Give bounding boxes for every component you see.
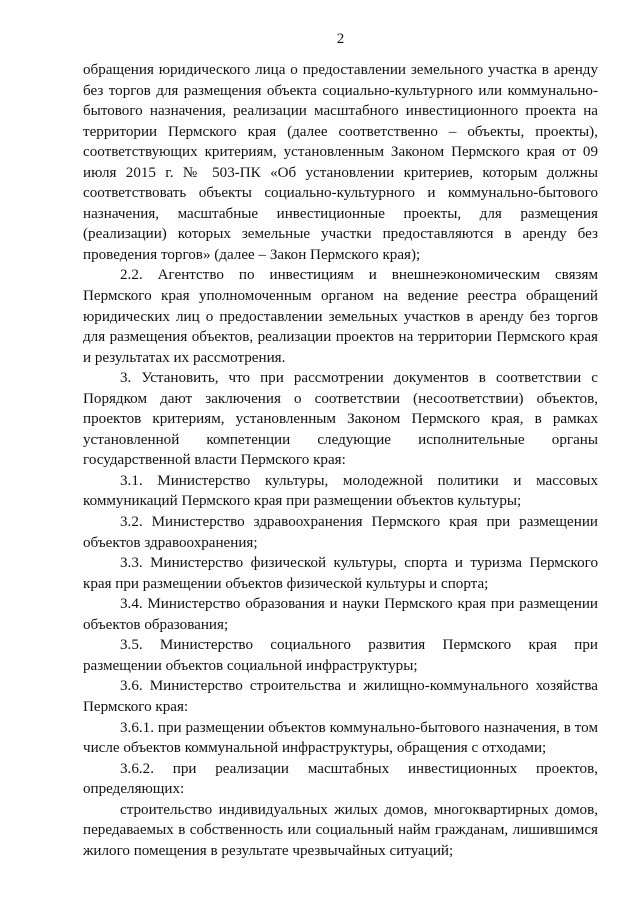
paragraph-3-6-1: 3.6.1. при размещении объектов коммунально-бытового назначения, в том числе объектов коммунальной инфраструктуры, обращения с отходами;: [83, 719, 598, 757]
paragraph-3-1: 3.1. Министерство культуры, молодежной политики и массовых коммуникаций Пермского края при размещении объектов культуры;: [83, 472, 598, 510]
paragraph-3-6-2-item: строительство индивидуальных жилых домов, многоквартирных домов, передаваемых в собственность или социальный найм гражданам, лишившимся жилого помещения в результате чрезвычайных ситуаций;: [83, 801, 598, 859]
paragraph-3-5: 3.5. Министерство социального развития Пермского края при размещении объектов социальной инфраструктуры;: [83, 637, 598, 674]
paragraph-3-3: 3.3. Министерство физической культуры, спорта и туризма Пермского края при размещении объектов физической культуры и спорта;: [83, 555, 598, 592]
paragraph-2-2: 2.2. Агентство по инвестициям и внешнеэкономическим связям Пермского края уполномоченным органом на ведение реестра обращений юридических лиц о предоставлении земельных участков в аренду без торгов для размещения объектов, реализации проектов на территории Пермского края и результатах их рассмотрения.: [83, 267, 598, 366]
paragraph-3-2: 3.2. Министерство здравоохранения Пермского края при размещении объектов здравоохранения;: [83, 514, 598, 551]
paragraph-3-6: 3.6. Министерство строительства и жилищно-коммунального хозяйства Пермского края:: [83, 678, 598, 715]
paragraph-3: 3. Установить, что при рассмотрении документов в соответствии с Порядком дают заключения о соответствии (несоответствии) объектов, проектов критериям, установленным Законом Пермского края, в рамках установленной компетенции следующие исполнительные органы государственной власти Пермского края:: [83, 370, 598, 469]
page-number: 2: [336, 31, 345, 47]
paragraph-3-4: 3.4. Министерство образования и науки Пермского края при размещении объектов образования;: [83, 596, 598, 633]
paragraph-continuation: обращения юридического лица о предоставлении земельного участка в аренду без торгов для размещения объекта социально-культурного или коммунально-бытового назначения, реализации масштабного инвестиционного проекта на территории Пермского края (далее соответственно – объекты, проекты), соответствующих критериям, установленным Законом Пермского края от 09 июля 2015 г. № 503-ПК «Об установлении критериев, которым должны соответствовать объекты социально-культурного и коммунально-бытового назначения, масштабные инвестиционные проекты, для размещения (реализации) которых земельные участки предоставляются в аренду без проведения торгов» (далее – Закон Пермского края);: [83, 62, 598, 263]
paragraph-3-6-2: 3.6.2. при реализации масштабных инвестиционных проектов, определяющих:: [83, 760, 598, 798]
